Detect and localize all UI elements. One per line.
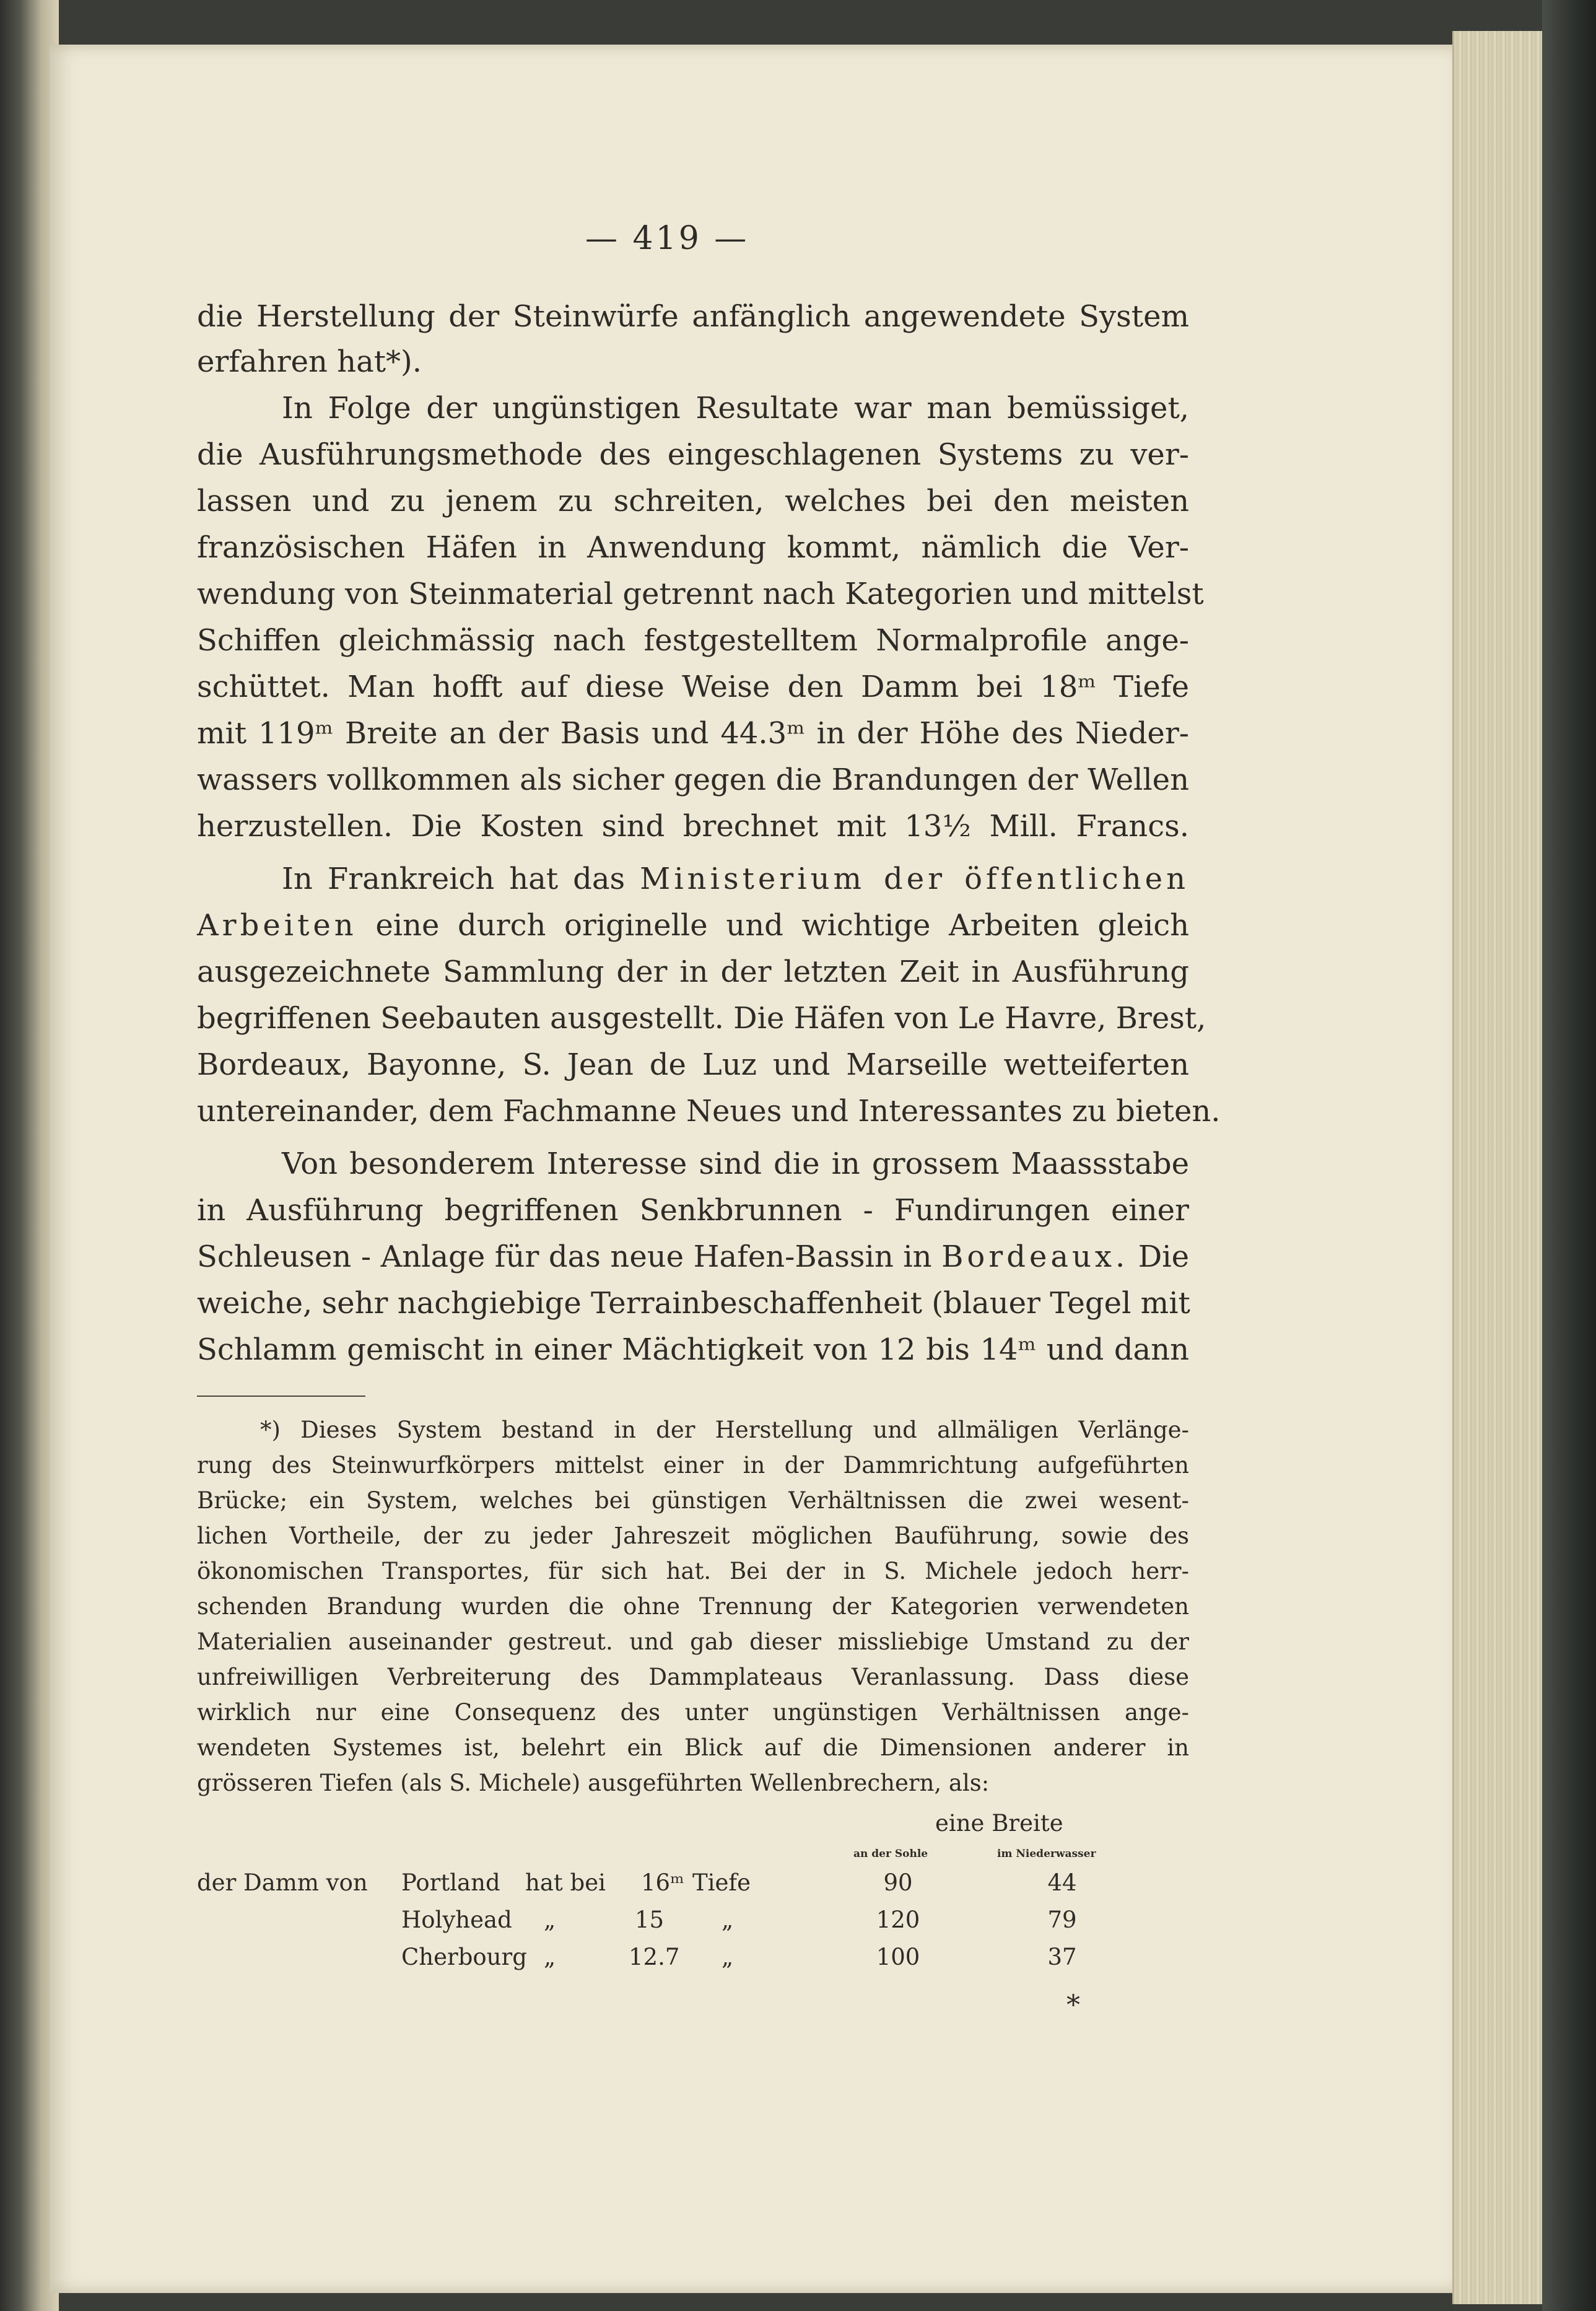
para2-line-2: Arbeiten eine durch originelle und wichtige Arbeiten gleich: [197, 908, 1189, 943]
table-row-depth: 15: [635, 1907, 665, 1933]
footnote-line-5: ökonomischen Transportes, für sich hat. Bei der in S. Michele jedoch herr-: [197, 1558, 1189, 1584]
body-line-10: mit 119ᵐ Breite an der Basis und 44.3ᵐ in der Höhe des Nieder-: [197, 716, 1189, 751]
para3-line-4: weiche, sehr nachgiebige Terrainbeschaffenheit (blauer Tegel mit: [197, 1286, 1190, 1321]
body-line-6: französischen Häfen in Anwendung kommt, nämlich die Ver-: [197, 530, 1189, 565]
para3-line-1: Von besonderem Interesse sind die in grossem Maassstabe: [282, 1147, 1189, 1181]
table-row-ditto: „: [722, 1907, 734, 1933]
body-line-1: die Herstellung der Steinwürfe anfänglich angewendete System: [197, 299, 1189, 334]
footnote-line-10: wendeten Systemes ist, belehrt ein Blick auf die Dimensionen anderer in: [197, 1734, 1189, 1761]
table-row-nieder: 79: [1047, 1907, 1077, 1933]
table-row-tiefe: Tiefe: [692, 1869, 751, 1896]
table-row-prefix: der Damm von: [197, 1869, 368, 1896]
body-line-9: schüttet. Man hofft auf diese Weise den Damm bei 18ᵐ Tiefe: [197, 670, 1189, 704]
body-line-8: Schiffen gleichmässig nach festgestelltem Normalprofile ange-: [197, 623, 1189, 658]
book-cover-edge: [1542, 0, 1596, 2311]
para2-line-5: Bordeaux, Bayonne, S. Jean de Luz und Marseille wetteiferten: [197, 1047, 1189, 1082]
table-row-place: Cherbourg: [401, 1944, 527, 1970]
body-line-3: In Folge der ungünstigen Resultate war man bemüssiget,: [282, 391, 1189, 426]
table-row-nieder: 37: [1047, 1944, 1077, 1970]
table-row-sohle: 100: [876, 1944, 920, 1970]
para2-line-3: ausgezeichnete Sammlung der in der letzten Zeit in Ausführung: [197, 955, 1189, 989]
footnote-line-4: lichen Vortheile, der zu jeder Jahreszeit möglichen Bauführung, sowie des: [197, 1522, 1189, 1549]
table-header: eine Breite: [935, 1810, 1063, 1837]
table-row-sohle: 90: [883, 1869, 913, 1896]
para2-line-1: In Frankreich hat das Ministerium der öffentlichen: [282, 862, 1189, 896]
body-line-4: die Ausführungsmethode des eingeschlagenen Systems zu ver-: [197, 437, 1189, 472]
table-row-sohle: 120: [876, 1907, 920, 1933]
footnote-line-9: wirklich nur eine Consequenz des unter ungünstigen Verhältnissen ange-: [197, 1699, 1189, 1726]
body-line-12: herzustellen. Die Kosten sind brechnet mit 13½ Mill. Francs.: [197, 809, 1189, 844]
footnote-line-2: rung des Steinwurfkörpers mittelst einer in der Dammrichtung aufgeführten: [197, 1452, 1189, 1479]
body-line-2: erfahren hat*).: [197, 344, 422, 379]
signature-mark: *: [1066, 1990, 1080, 2021]
page-number: — 419 —: [585, 220, 749, 257]
table-col-nieder: im Niederwasser: [997, 1848, 1096, 1860]
table-row-hat-bei: hat bei: [525, 1869, 606, 1896]
table-col-sohle: an der Sohle: [853, 1848, 928, 1860]
para2-line-4: begriffenen Seebauten ausgestellt. Die Häfen von Le Havre, Brest,: [197, 1001, 1206, 1036]
table-row-depth: 12.7: [629, 1944, 680, 1970]
table-row-place: Portland: [401, 1869, 500, 1896]
table-row-depth: 16ᵐ: [641, 1869, 684, 1896]
footnote-line-8: unfreiwilligen Verbreiterung des Dammplateaus Veranlassung. Dass diese: [197, 1664, 1189, 1690]
footnote-line-1: *) Dieses System bestand in der Herstellung und allmäligen Verlänge-: [260, 1417, 1189, 1443]
page-edges-stack: [1452, 31, 1544, 2304]
footnote-line-7: Materialien auseinander gestreut. und gab dieser missliebige Umstand zu der: [197, 1628, 1189, 1655]
table-row-ditto: „: [544, 1907, 556, 1933]
para3-line-3: Schleusen - Anlage für das neue Hafen-Bassin in Bordeaux. Die: [197, 1239, 1189, 1274]
footnote-rule: [197, 1396, 365, 1397]
body-line-11: wassers vollkommen als sicher gegen die Brandungen der Wellen: [197, 762, 1189, 797]
para3-line-5: Schlamm gemischt in einer Mächtigkeit von 12 bis 14ᵐ und dann: [197, 1332, 1189, 1367]
footnote-line-6: schenden Brandung wurden die ohne Trennung der Kategorien verwendeten: [197, 1593, 1189, 1620]
para3-line-2: in Ausführung begriffenen Senkbrunnen - Fundirungen einer: [197, 1193, 1189, 1228]
para2-line-6: untereinander, dem Fachmanne Neues und Interessantes zu bieten.: [197, 1094, 1221, 1129]
body-line-5: lassen und zu jenem zu schreiten, welches bei den meisten: [197, 484, 1189, 518]
footnote-line-11: grösseren Tiefen (als S. Michele) ausgeführten Wellenbrechern, als:: [197, 1770, 990, 1796]
table-row-ditto: „: [722, 1944, 734, 1970]
table-row-ditto: „: [544, 1944, 556, 1970]
table-row-place: Holyhead: [401, 1907, 512, 1933]
body-line-7: wendung von Steinmaterial getrennt nach Kategorien und mittelst: [197, 577, 1204, 611]
table-row-nieder: 44: [1047, 1869, 1077, 1896]
footnote-line-3: Brücke; ein System, welches bei günstigen Verhältnissen die zwei wesent-: [197, 1487, 1189, 1514]
